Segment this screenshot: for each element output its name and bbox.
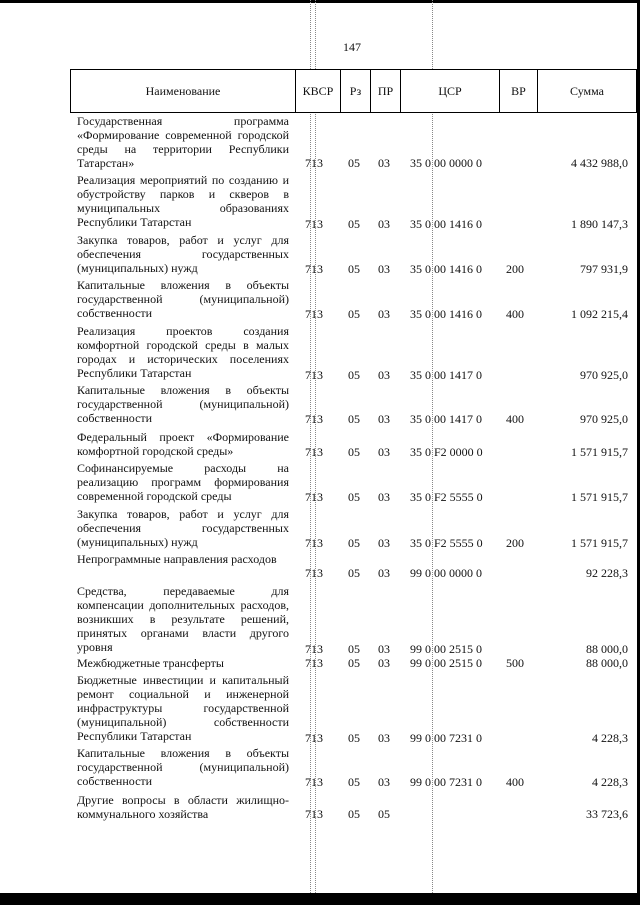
row-kvsr: 713 xyxy=(305,642,323,656)
row-name: Другие вопросы в области жилищно-коммунального хозяйства xyxy=(77,793,289,821)
row-kvsr: 713 xyxy=(305,566,323,580)
row-rz: 05 xyxy=(348,307,360,321)
table-row xyxy=(0,461,640,505)
row-vr: 200 xyxy=(506,536,524,550)
row-name: Межбюджетные трансферты xyxy=(77,656,224,670)
row-pr: 03 xyxy=(378,156,390,170)
header-pr: ПР xyxy=(370,70,400,112)
table-row xyxy=(0,278,640,322)
row-pr: 03 xyxy=(378,217,390,231)
row-pr: 03 xyxy=(378,490,390,504)
table-row xyxy=(0,793,640,823)
row-sum: 88 000,0 xyxy=(586,642,628,656)
row-pr: 03 xyxy=(378,445,390,459)
row-pr: 03 xyxy=(378,731,390,745)
row-rz: 05 xyxy=(348,566,360,580)
row-kvsr: 713 xyxy=(305,412,323,426)
row-sum: 4 228,3 xyxy=(592,731,628,745)
row-name: Государственная программа «Формирование современной городской среды на территории Республики Татарстан» xyxy=(77,114,289,170)
row-pr: 03 xyxy=(378,775,390,789)
row-sum: 1 890 147,3 xyxy=(571,217,628,231)
row-csr: 35 0 00 0000 0 xyxy=(410,156,482,170)
page-number: 147 xyxy=(343,40,361,54)
header-rz: Рз xyxy=(340,70,370,112)
row-name: Закупка товаров, работ и услуг для обеспечения государственных (муниципальных) нужд xyxy=(77,507,289,549)
row-pr: 03 xyxy=(378,412,390,426)
row-kvsr: 713 xyxy=(305,307,323,321)
table-row xyxy=(0,584,640,656)
row-csr: 35 0 00 1416 0 xyxy=(410,217,482,231)
row-sum: 797 931,9 xyxy=(580,262,628,276)
row-kvsr: 713 xyxy=(305,445,323,459)
table-row xyxy=(0,173,640,231)
row-name: Средства, передаваемые для компенсации дополнительных расходов, возникших в результате решений, принятых органами власти другого уровня xyxy=(77,584,289,654)
row-sum: 4 432 988,0 xyxy=(571,156,628,170)
row-csr: 35 0 00 1417 0 xyxy=(410,368,482,382)
row-csr: 99 0 00 0000 0 xyxy=(410,566,482,580)
row-kvsr: 713 xyxy=(305,775,323,789)
row-name: Бюджетные инвестиции и капитальный ремонт социальной и инженерной инфраструктуры государственной (муниципальной) собственности Республики Татарстан xyxy=(77,673,289,743)
row-rz: 05 xyxy=(348,445,360,459)
row-csr: 35 0 F2 0000 0 xyxy=(410,445,483,459)
row-name: Реализация проектов создания комфортной городской среды в малых городах и исторических поселениях Республики Татарстан xyxy=(77,324,289,380)
scan-bottom-edge xyxy=(0,893,640,905)
row-csr: 99 0 00 2515 0 xyxy=(410,656,482,670)
header-sum: Сумма xyxy=(537,70,636,112)
row-pr: 03 xyxy=(378,536,390,550)
table-row xyxy=(0,656,640,672)
row-pr: 03 xyxy=(378,656,390,670)
row-kvsr: 713 xyxy=(305,368,323,382)
row-rz: 05 xyxy=(348,642,360,656)
row-csr: 35 0 F2 5555 0 xyxy=(410,490,483,504)
table-row xyxy=(0,552,640,582)
row-name: Закупка товаров, работ и услуг для обеспечения государственных (муниципальных) нужд xyxy=(77,233,289,275)
table-row xyxy=(0,383,640,427)
header-vr: ВР xyxy=(499,70,537,112)
row-kvsr: 713 xyxy=(305,656,323,670)
table-row xyxy=(0,233,640,277)
row-csr: 99 0 00 7231 0 xyxy=(410,775,482,789)
row-rz: 05 xyxy=(348,412,360,426)
row-sum: 970 925,0 xyxy=(580,412,628,426)
row-vr: 500 xyxy=(506,656,524,670)
row-csr: 35 0 F2 5555 0 xyxy=(410,536,483,550)
row-kvsr: 713 xyxy=(305,490,323,504)
row-rz: 05 xyxy=(348,262,360,276)
header-csr: ЦСР xyxy=(400,70,499,112)
table-row xyxy=(0,324,640,382)
table-row xyxy=(0,673,640,745)
table-row xyxy=(0,507,640,551)
table-header xyxy=(70,69,637,113)
row-csr: 35 0 00 1416 0 xyxy=(410,307,482,321)
row-rz: 05 xyxy=(348,490,360,504)
row-sum: 1 571 915,7 xyxy=(571,445,628,459)
row-sum: 1 571 915,7 xyxy=(571,490,628,504)
row-rz: 05 xyxy=(348,536,360,550)
row-sum: 4 228,3 xyxy=(592,775,628,789)
row-kvsr: 713 xyxy=(305,262,323,276)
row-sum: 92 228,3 xyxy=(586,566,628,580)
table-row xyxy=(0,114,640,170)
row-sum: 970 925,0 xyxy=(580,368,628,382)
row-kvsr: 713 xyxy=(305,217,323,231)
row-rz: 05 xyxy=(348,731,360,745)
table-row xyxy=(0,430,640,460)
row-name: Непрограммные направления расходов xyxy=(77,552,277,566)
row-kvsr: 713 xyxy=(305,807,323,821)
row-pr: 03 xyxy=(378,566,390,580)
row-sum: 88 000,0 xyxy=(586,656,628,670)
row-pr: 03 xyxy=(378,307,390,321)
row-pr: 03 xyxy=(378,368,390,382)
header-kvsr: КВСР xyxy=(295,70,340,112)
row-vr: 400 xyxy=(506,412,524,426)
table-row xyxy=(0,746,640,790)
row-kvsr: 713 xyxy=(305,536,323,550)
row-rz: 05 xyxy=(348,368,360,382)
row-rz: 05 xyxy=(348,807,360,821)
row-rz: 05 xyxy=(348,775,360,789)
row-rz: 05 xyxy=(348,656,360,670)
row-csr: 99 0 00 2515 0 xyxy=(410,642,482,656)
row-name: Капитальные вложения в объекты государственной (муниципальной) собственности xyxy=(77,383,289,425)
row-vr: 400 xyxy=(506,775,524,789)
header-name: Наименование xyxy=(145,83,221,98)
row-name: Софинансируемые расходы на реализацию программ формирования современной городской среды xyxy=(77,461,289,503)
row-sum: 1 092 215,4 xyxy=(571,307,628,321)
row-sum: 33 723,6 xyxy=(586,807,628,821)
row-csr: 35 0 00 1417 0 xyxy=(410,412,482,426)
row-vr: 400 xyxy=(506,307,524,321)
row-vr: 200 xyxy=(506,262,524,276)
row-kvsr: 713 xyxy=(305,156,323,170)
row-csr: 99 0 00 7231 0 xyxy=(410,731,482,745)
row-rz: 05 xyxy=(348,156,360,170)
row-name: Капитальные вложения в объекты государственной (муниципальной) собственности xyxy=(77,278,289,320)
row-name: Капитальные вложения в объекты государственной (муниципальной) собственности xyxy=(77,746,289,788)
scan-top-edge xyxy=(0,0,640,3)
row-name: Реализация мероприятий по созданию и обустройству парков и скверов в муниципальных образованиях Республики Татарстан xyxy=(77,173,289,229)
row-name: Федеральный проект «Формирование комфортной городской среды» xyxy=(77,430,289,458)
row-kvsr: 713 xyxy=(305,731,323,745)
row-pr: 05 xyxy=(378,807,390,821)
row-rz: 05 xyxy=(348,217,360,231)
row-pr: 03 xyxy=(378,262,390,276)
row-pr: 03 xyxy=(378,642,390,656)
row-csr: 35 0 00 1416 0 xyxy=(410,262,482,276)
row-sum: 1 571 915,7 xyxy=(571,536,628,550)
